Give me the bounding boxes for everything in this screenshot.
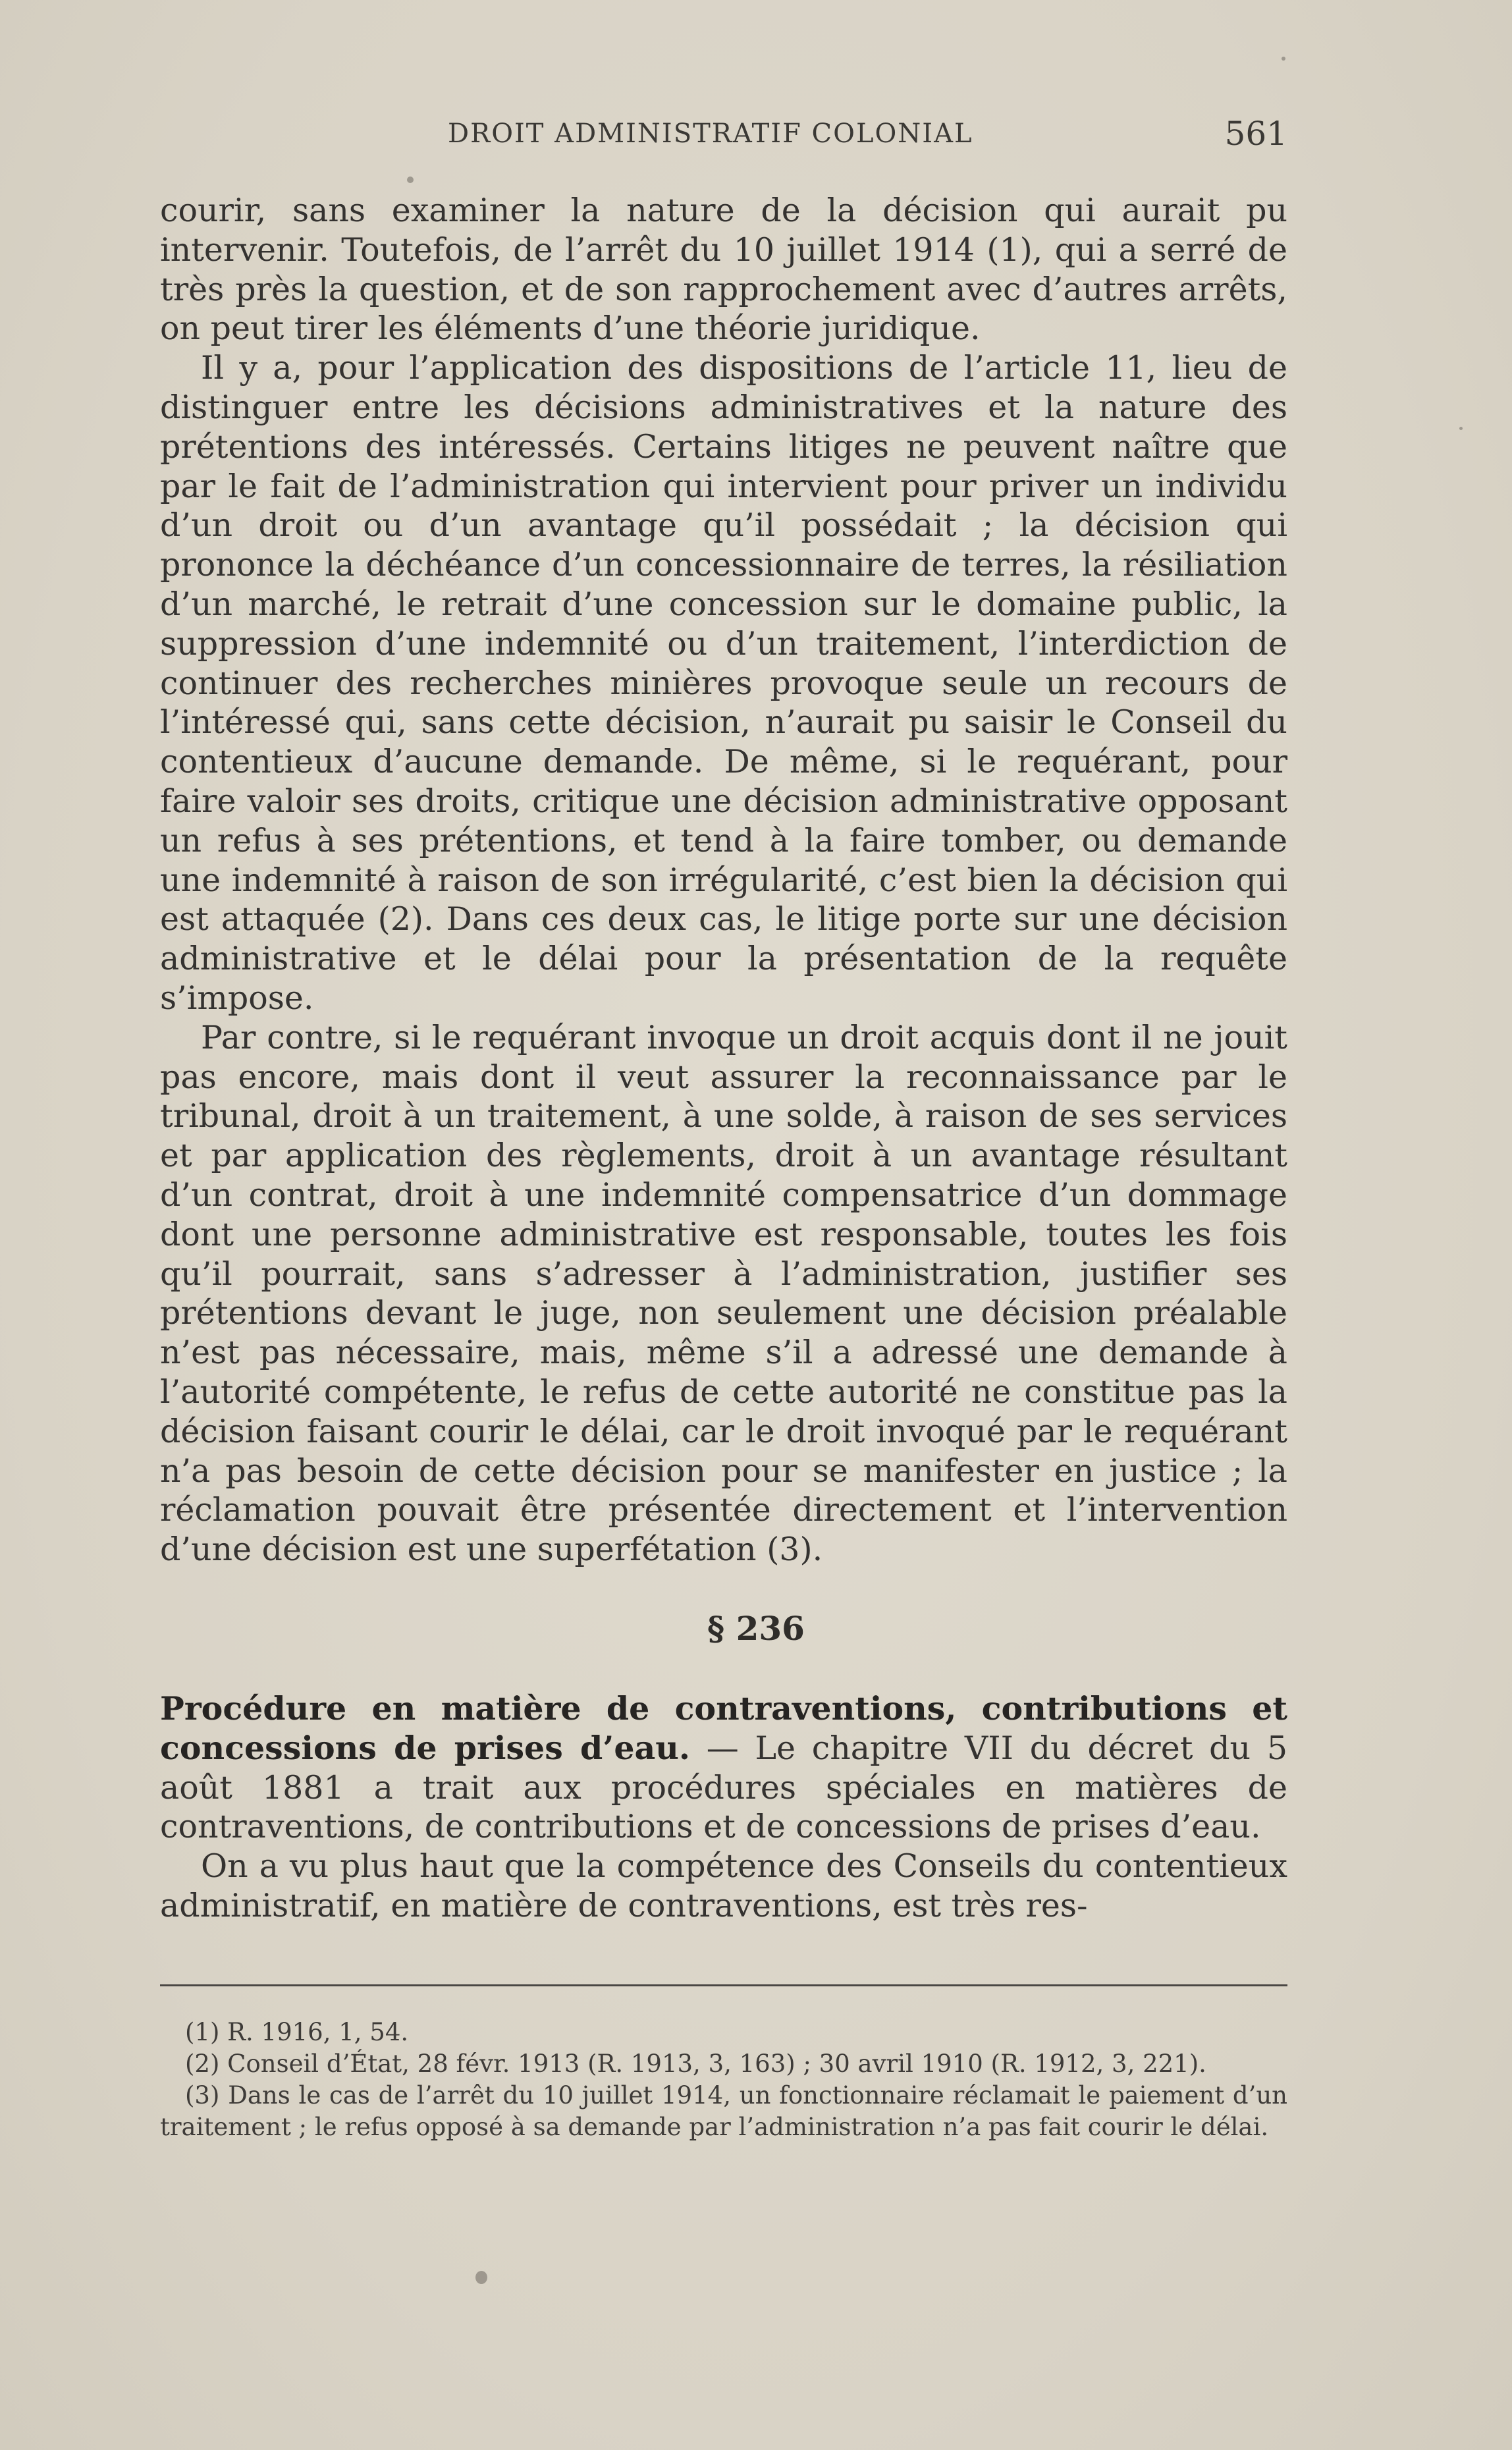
footnotes — [160, 2017, 1287, 2143]
footnote-divider — [160, 1984, 1287, 1986]
section-heading-paragraph — [160, 1689, 1287, 1847]
section-heading-continuation: — Le chapitre VII du décret du 5 août 1881 a trait aux procédures spéciales en matières de contraventions, de contributions et de concessions de prises d’eau. — [160, 1729, 1288, 1846]
running-head — [158, 115, 1287, 158]
paper-speck — [1459, 427, 1463, 430]
section-heading: Procédure en matière de contraventions, contributions et concessions de prises d’eau. — [160, 1689, 1287, 1767]
page-number: 561 — [1224, 115, 1287, 153]
paper-speck — [1282, 57, 1285, 61]
paper-speck — [475, 2271, 487, 2284]
footnote-3: (3) Dans le cas de l’arrêt du 10 juillet 1914, un fonctionnaire réclamait le paiement d’un traitement ; le refus opposé à sa demande par l’administration n’a pas fait courir le délai. — [160, 2081, 1287, 2141]
section-text — [160, 1689, 1287, 1926]
running-title: DROIT ADMINISTRATIF COLONIAL — [448, 119, 973, 149]
paper-speck — [407, 177, 414, 183]
paragraph-3: Par contre, si le requérant invoque un droit acquis dont il ne jouit pas encore, mais dont il veut assurer la reconnaissance par le tribunal, droit à un traitement, à une solde, à raison de ses services et par application des règlements, droit à un avantage résultant d’un contrat, droit à une indemnité compensatrice d’un dommage dont une personne administrative est responsable, toutes les fois qu’il pourrait, sans s’adresser à l’administration, justifier ses prétentions devant le juge, non seulement une décision préalable n’est pas nécessaire, mais, même s’il a adressé une demande à l’autorité compétente, le refus de cette autorité ne constitue pas la décision faisant courir le délai, car le droit invoqué par le requérant n’a pas besoin de cette décision pour se manifester en justice ; la réclamation pouvait être présentée directement et l’intervention d’une décision est une superfétation (3). — [160, 1018, 1287, 1569]
main-text — [160, 191, 1287, 1569]
paragraph-2: Il y a, pour l’application des dispositions de l’article 11, lieu de distinguer entre les décisions administratives et la nature des prétentions des intéressés. Certains litiges ne peuvent naître que par le fait de l’administration qui intervient pour priver un individu d’un droit ou d’un avantage qu’il possédait ; la décision qui prononce la déchéance d’un concessionnaire de terres, la résiliation d’un marché, le retrait d’une concession sur le domaine public, la suppression d’une indemnité ou d’un traitement, l’interdiction de continuer des recherches minières provoque seule un recours de l’intéressé qui, sans cette décision, n’aurait pu saisir le Conseil du contentieux d’aucune demande. De même, si le requérant, pour faire valoir ses droits, critique une décision administrative opposant un refus à ses prétentions, et tend à la faire tomber, ou demande une indemnité à raison de son irrégularité, c’est bien la décision qui est attaquée (2). Dans ces deux cas, le litige porte sur une décision administrative et le délai pour la présentation de la requête s’impose. — [160, 349, 1287, 1017]
paragraph-1: courir, sans examiner la nature de la décision qui aurait pu intervenir. Toutefois, de l’arrêt du 10 juillet 1914 (1), qui a serré de très près la question, et de son rapprochement avec d’autres arrêts, on peut tirer les éléments d’une théorie juridique. — [160, 192, 1287, 348]
footnote-2: (2) Conseil d’État, 28 févr. 1913 (R. 1913, 3, 163) ; 30 avril 1910 (R. 1912, 3, 221). — [185, 2050, 1206, 2078]
section-number: § 236 — [707, 1609, 805, 1648]
footnote-1: (1) R. 1916, 1, 54. — [185, 2018, 409, 2046]
section-paragraph: On a vu plus haut que la compétence des Conseils du contentieux administratif, en matière de contraventions, est très res- — [160, 1847, 1287, 1924]
